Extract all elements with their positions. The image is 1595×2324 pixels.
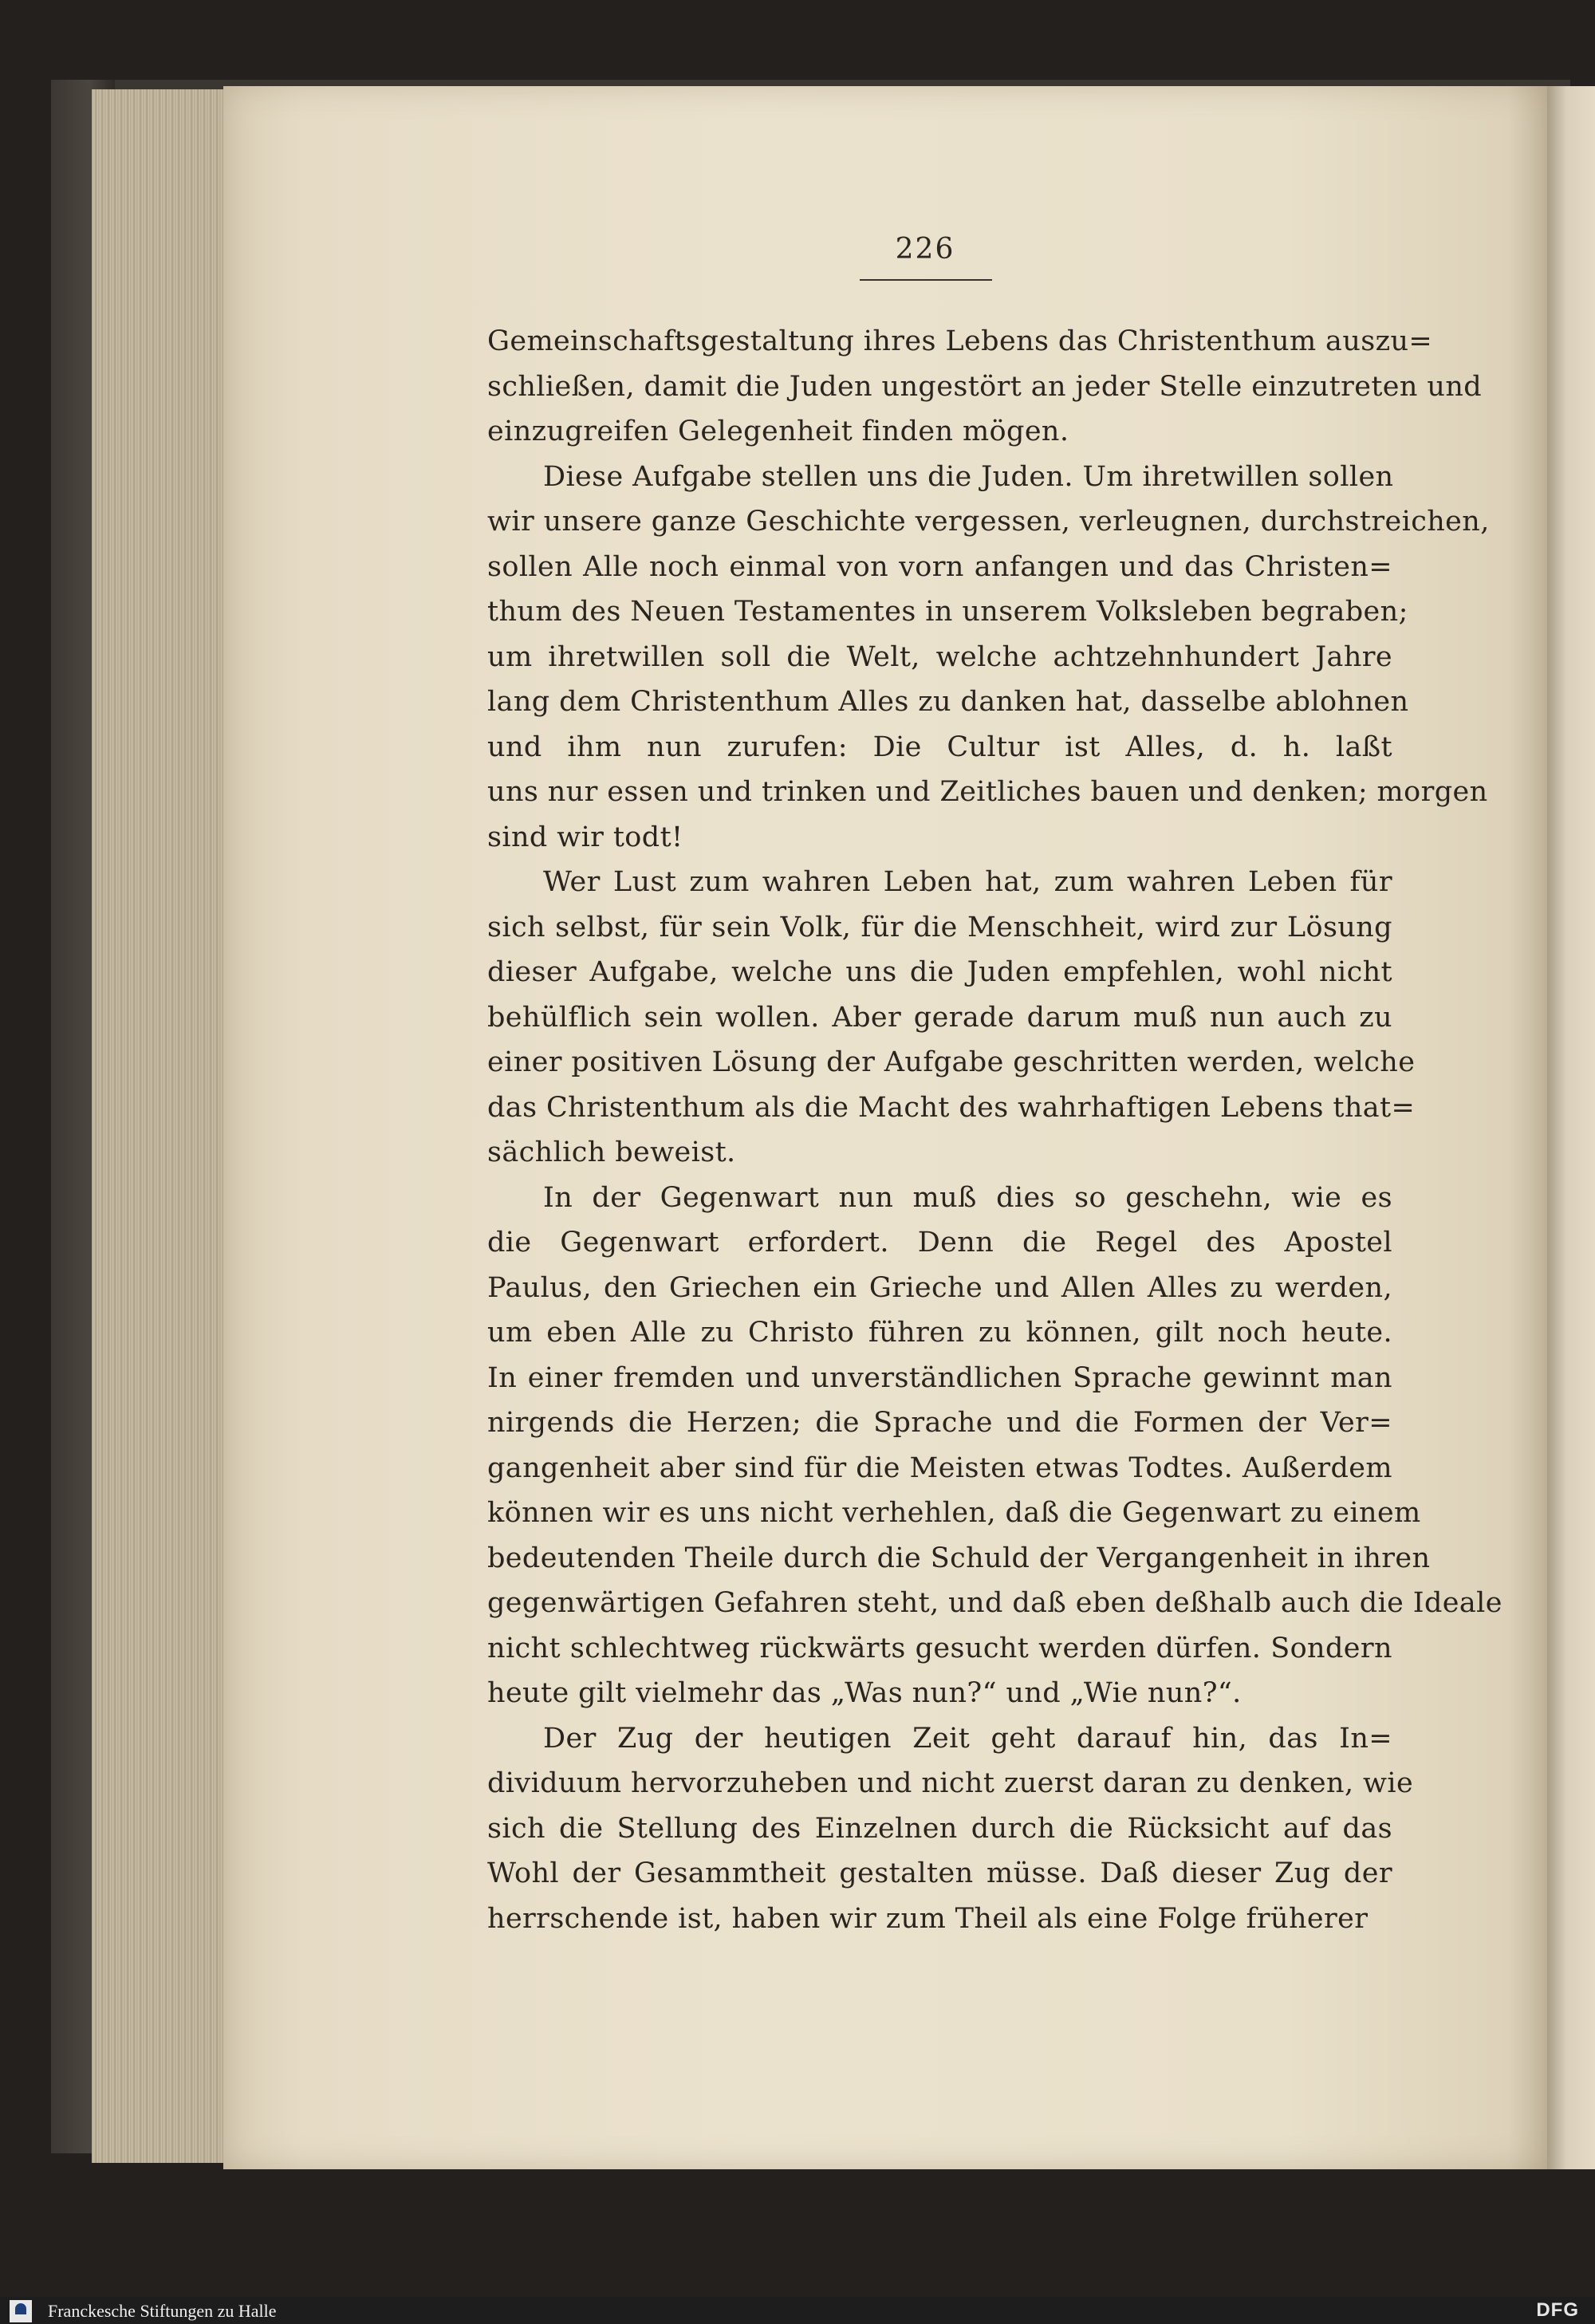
paragraph xyxy=(487,1716,1414,1942)
text-line: Wohl der Gesammtheit gestalten müsse. Daß dieser Zug der xyxy=(487,1857,1392,1889)
text-line: heute gilt vielmehr das „Was nun?“ und „Wie nun?“. xyxy=(487,1677,1242,1709)
text-line: Diese Aufgabe stellen uns die Juden. Um ihretwillen sollen xyxy=(543,460,1394,493)
text-line: sich selbst, für sein Volk, für die Menschheit, wird zur Lösung xyxy=(487,911,1392,943)
text-line: gegenwärtigen Gefahren steht, und daß eben deßhalb auch die Ideale xyxy=(487,1587,1502,1619)
paragraph xyxy=(487,1176,1502,1716)
text-line: um eben Alle zu Christo führen zu können, gilt noch heute. xyxy=(487,1317,1392,1349)
footer-institution: Franckesche Stiftungen zu Halle xyxy=(48,2301,277,2321)
text-line: dieser Aufgabe, welche uns die Juden empfehlen, wohl nicht xyxy=(487,956,1392,988)
page-number: 226 xyxy=(895,233,955,266)
paragraph xyxy=(487,455,1490,861)
footer-brand: DFG xyxy=(1536,2299,1579,2321)
text-line: thum des Neuen Testamentes in unserem Volksleben begraben; xyxy=(487,596,1408,628)
text-line: Wer Lust zum wahren Leben hat, zum wahren Leben für xyxy=(543,866,1392,898)
paragraph xyxy=(487,860,1416,1176)
text-line: nirgends die Herzen; die Sprache und die Formen der Ver= xyxy=(487,1407,1392,1439)
text-line: gangenheit aber sind für die Meisten etwas Todtes. Außerdem xyxy=(487,1452,1392,1484)
text-line: bedeutenden Theile durch die Schuld der Vergangenheit in ihren xyxy=(487,1542,1431,1574)
text-line: Der Zug der heutigen Zeit geht darauf hin, das In= xyxy=(543,1722,1392,1755)
text-line: sächlich beweist. xyxy=(487,1136,736,1168)
text-line: herrschende ist, haben wir zum Theil als eine Folge früherer xyxy=(487,1902,1369,1935)
text-line: und ihm nun zurufen: Die Cultur ist Alles, d. h. laßt xyxy=(487,731,1392,763)
paragraph xyxy=(487,319,1483,455)
text-line: sollen Alle noch einmal von vorn anfangen und das Christen= xyxy=(487,550,1392,583)
text-line: schließen, damit die Juden ungestört an jeder Stelle einzutreten und xyxy=(487,370,1483,403)
institution-logo-icon xyxy=(10,2300,32,2322)
header-rule xyxy=(860,279,992,281)
text-line: In der Gegenwart nun muß dies so geschehn, wie es xyxy=(543,1181,1392,1214)
text-line: dividuum hervorzuheben und nicht zuerst daran zu denken, wie xyxy=(487,1767,1414,1799)
text-line: uns nur essen und trinken und Zeitliches bauen und denken; morgen xyxy=(487,776,1488,808)
text-line: nicht schlechtweg rückwärts gesucht werden dürfen. Sondern xyxy=(487,1632,1392,1664)
text-line: einer positiven Lösung der Aufgabe geschritten werden, welche xyxy=(487,1046,1416,1078)
facing-page-edge xyxy=(1547,86,1595,2169)
text-line: Gemeinschaftsgestaltung ihres Lebens das Christenthum auszu= xyxy=(487,325,1433,357)
text-line: die Gegenwart erfordert. Denn die Regel des Apostel xyxy=(487,1227,1392,1259)
text-line: In einer fremden und unverständlichen Sprache gewinnt man xyxy=(487,1361,1392,1394)
text-line: können wir es uns nicht verhehlen, daß die Gegenwart zu einem xyxy=(487,1497,1421,1529)
text-line: behülflich sein wollen. Aber gerade darum muß nun auch zu xyxy=(487,1001,1392,1034)
text-line: sich die Stellung des Einzelnen durch die Rücksicht auf das xyxy=(487,1812,1392,1845)
text-line: das Christenthum als die Macht des wahrhaftigen Lebens that= xyxy=(487,1091,1416,1124)
text-line: einzugreifen Gelegenheit finden mögen. xyxy=(487,416,1069,447)
text-line: um ihretwillen soll die Welt, welche achtzehnhundert Jahre xyxy=(487,640,1392,673)
text-line: wir unsere ganze Geschichte vergessen, verleugnen, durchstreichen, xyxy=(487,506,1490,538)
text-line: lang dem Christenthum Alles zu danken hat, dasselbe ablohnen xyxy=(487,686,1409,718)
body-text xyxy=(487,319,1502,1941)
text-line: sind wir todt! xyxy=(487,821,683,853)
text-line: Paulus, den Griechen ein Grieche und Allen Alles zu werden, xyxy=(487,1271,1392,1304)
